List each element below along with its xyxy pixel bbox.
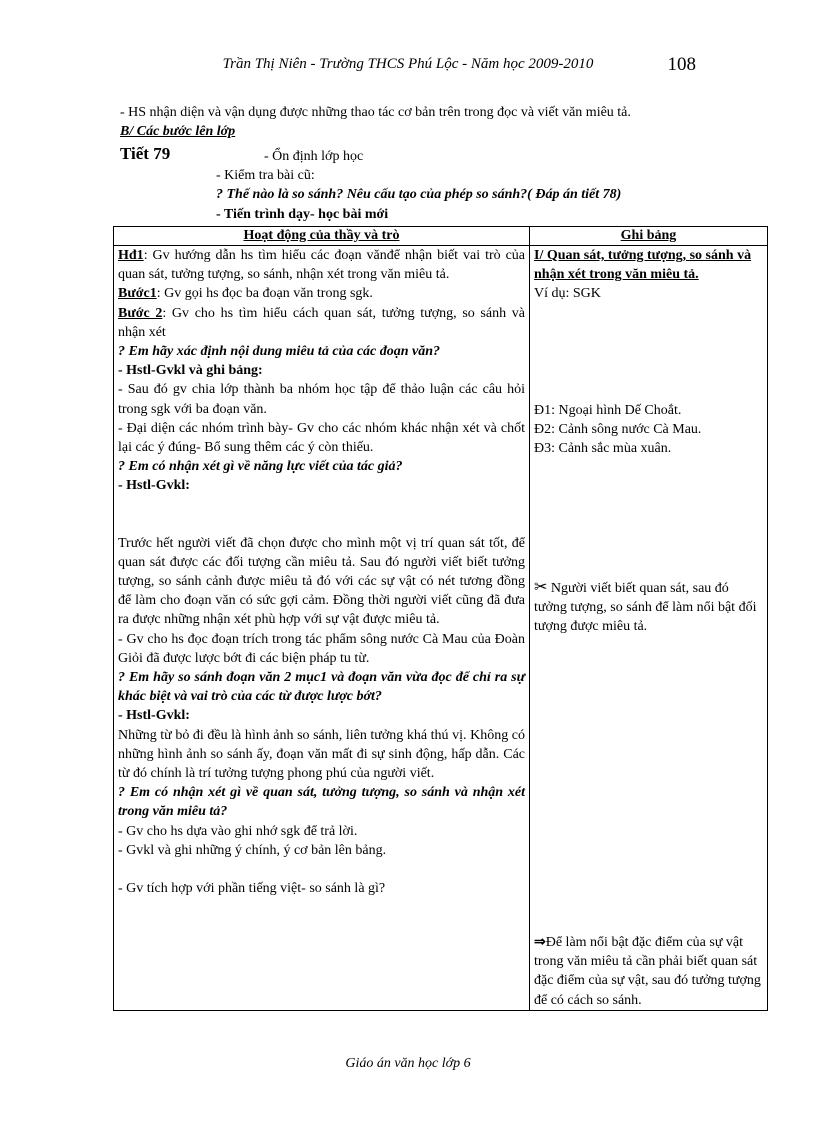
lesson-table xyxy=(113,226,768,1011)
answer-label-2: - Hstl-Gvkl: xyxy=(118,478,190,494)
final-conclusion xyxy=(534,933,763,1010)
group-discussion-text: - Sau đó gv chia lớp thành ba nhóm học tập để thảo luận các câu hỏi trong sgk với ba đoạn văn. xyxy=(118,382,525,417)
scissors-icon: ✂ xyxy=(534,579,548,596)
group-report-text: - Đại diện các nhóm trình bày- Gv cho các nhóm khác nhận xét và chốt lại các ý đúng- Bổ sung thêm các ý còn thiếu. xyxy=(118,420,525,456)
running-header: Trần Thị Niên - Trường THCS Phú Lộc - Năm học 2009-2010 xyxy=(222,56,594,72)
question-1: ? Em hãy xác định nội dung miêu tả của các đoạn văn? xyxy=(118,344,441,360)
step-2-label: Bước 2 xyxy=(118,305,163,321)
step-2 xyxy=(118,304,525,342)
paragraph-2-summary: Đ2: Cảnh sông nước Cà Mau. xyxy=(534,422,702,438)
activity-column xyxy=(114,246,530,1011)
skill-conclusion-text: Người viết biết quan sát, sau đó tưởng tượng, so sánh để làm nổi bật đối tượng được miêu tả. xyxy=(534,581,757,635)
memorize-instruction: - Gv cho hs dựa vào ghi nhớ sgk để trả lời. xyxy=(118,823,358,839)
question-4: ? Em có nhận xét gì về quan sát, tưởng tượng, so sánh và nhận xét trong văn miêu tả? xyxy=(118,785,525,820)
paragraph-1-summary: Đ1: Ngoại hình Dế Choắt. xyxy=(534,403,682,418)
integration-instruction: - Gv tích hợp với phần tiếng việt- so sánh là gì? xyxy=(118,881,386,897)
activity-1 xyxy=(118,246,525,284)
page-number: 108 xyxy=(667,54,696,75)
step-1-label: Bước1 xyxy=(118,286,157,302)
objective-line: - HS nhận diện và vận dụng được những thao tác cơ bản trên trong đọc và viết văn miêu tả. xyxy=(120,105,631,120)
check-question: ? Thế nào là so sánh? Nêu cấu tạo của phép so sánh?( Đáp án tiết 78) xyxy=(216,187,622,202)
spacer xyxy=(118,860,525,879)
board-column xyxy=(530,246,768,1011)
steps-heading: B/ Các bước lên lớp xyxy=(120,124,236,139)
step-new-lesson: - Tiến trình dạy- học bài mới xyxy=(216,207,389,222)
example-note: Ví dụ: SGK xyxy=(534,286,601,302)
paragraph-3-summary: Đ3: Cảnh sắc mùa xuân. xyxy=(534,441,672,457)
answer-label-1: - Hstl-Gvkl và ghi bảng: xyxy=(118,363,263,379)
answer-label-3: - Hstl-Gvkl: xyxy=(118,708,190,724)
board-notes-header: Ghi bảng xyxy=(530,227,768,246)
step-check-old-lesson: - Kiểm tra bài cũ: xyxy=(216,168,315,183)
paragraph-summary xyxy=(534,401,701,459)
author-skill-answer: Trước hết người viết đã chọn được cho mình một vị trí quan sát tốt, để quan sát được các đối tượng cần miêu tả. Sau đó người viết biết tưởng tượng, so sánh cảnh được miêu tả đó với các sự vật có nét tương đồng để làm cho đoạn văn có sức gợi cảm. Đồng thời người viết cũng đã đưa ra được những nhận xét phù hợp với sự vật được miêu tả. xyxy=(118,535,525,628)
page-footer: Giáo án văn học lớp 6 xyxy=(345,1056,471,1071)
section-title xyxy=(534,246,763,284)
section-title-text: I/ Quan sát, tưởng tượng, so sánh và nhận xét trong văn miêu tả. xyxy=(534,248,752,283)
board-summary-instruction: - Gvkl và ghi những ý chính, ý cơ bản lên bảng. xyxy=(118,842,387,858)
step-1 xyxy=(118,284,525,303)
spacer xyxy=(118,496,525,534)
comparison-answer: Những từ bỏ đi đều là hình ảnh so sánh, liên tưởng khá thú vị. Không có những hình ảnh so sánh ấy, đoạn văn mất đi sự sinh động, hấp dẫn. Các từ đó chính là trí tưởng tượng phong phú của người viết. xyxy=(118,727,525,782)
lesson-number: Tiết 79 xyxy=(120,144,171,163)
step-1-text: : Gv gọi hs đọc ba đoạn văn trong sgk. xyxy=(156,286,373,302)
skill-conclusion xyxy=(534,578,763,637)
step-2-text: : Gv cho hs tìm hiểu cách quan sát, tưởng tượng, so sánh và nhận xét xyxy=(118,305,525,340)
question-3: ? Em hãy so sánh đoạn văn 2 mục1 và đoạn văn vừa đọc để chỉ ra sự khác biệt và vai trò của các từ được lược bớt? xyxy=(118,670,525,705)
activity-1-text: : Gv hướng dẫn hs tìm hiểu các đoạn vănđể nhận biết vai trò của quan sát, tưởng tượng, so sánh, nhận xét trong văn miêu tả. xyxy=(118,248,525,283)
question-2: ? Em có nhận xét gì về năng lực viết của tác giả? xyxy=(118,459,403,475)
activity-1-label: Hđ1 xyxy=(118,248,144,263)
excerpt-reading-text: - Gv cho hs đọc đoạn trích trong tác phẩm sông nước Cà Mau của Đoàn Giỏi đã được lược bớt đi các biện pháp tu từ. xyxy=(118,631,525,666)
teacher-student-activity-header: Hoạt động của thầy và trò xyxy=(114,227,530,246)
arrow-right-icon: ⇒ xyxy=(534,935,546,950)
step-class-order: - Ổn định lớp học xyxy=(264,149,364,164)
final-conclusion-text: Để làm nổi bật đặc điểm của sự vật trong văn miêu tả cần phải biết quan sát đặc điểm của sự vật, sau đó tưởng tượng để có cách so sánh. xyxy=(534,935,761,1008)
